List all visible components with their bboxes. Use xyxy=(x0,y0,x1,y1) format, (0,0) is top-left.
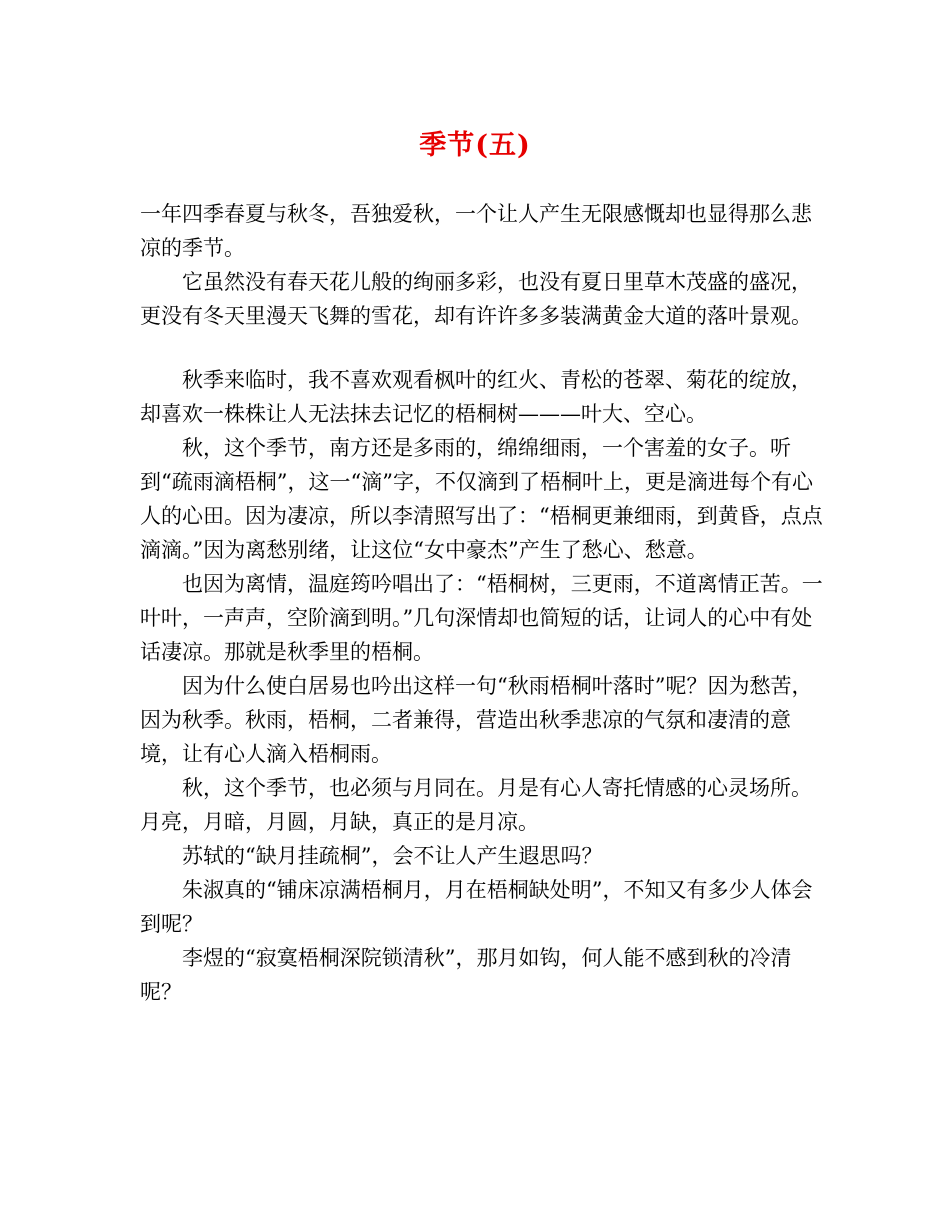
document-title: 季节(五) xyxy=(419,130,531,161)
paragraph-10: 李煜的“寂寞梧桐深院锁清秋”，那月如钩，何人能不感到秋的冷清呢？ xyxy=(140,946,792,1004)
paragraph-5: 也因为离情，温庭筠吟唱出了：“梧桐树，三更雨，不道离情正苦。一叶叶，一声声，空阶滴到明。”几句深情却也简短的话，让词人的心中有处话凄凉。那就是秋季里的梧桐。 xyxy=(140,572,823,664)
paragraph-6: 因为什么使白居易也吟出这样一句“秋雨梧桐叶落时”呢？因为愁苦，因为秋季。秋雨，梧桐，二者兼得，营造出秋季悲凉的气氛和凄清的意境，让有心人滴入梧桐雨。 xyxy=(140,674,813,766)
paragraph-3: 秋季来临时，我不喜欢观看枫叶的红火、青松的苍翠、菊花的绽放，却喜欢一株株让人无法抹去记忆的梧桐树———叶大、空心。 xyxy=(140,368,812,426)
paragraph-8: 苏轼的“缺月挂疏桐”，会不让人产生遐思吗？ xyxy=(182,844,603,868)
paragraph-4: 秋，这个季节，南方还是多雨的，绵绵细雨，一个害羞的女子。听到“疏雨滴梧桐”，这一“滴”字，不仅滴到了梧桐叶上，更是滴进每个有心人的心田。因为凄凉，所以李清照写出了：“梧桐更兼细雨，到黄昏，点点滴滴。”因为离愁别绪，让这位“女中豪杰”产生了愁心、愁意。 xyxy=(140,436,823,562)
paragraph-1: 一年四季春夏与秋冬，吾独爱秋，一个让人产生无限感慨却也显得那么悲凉的季节。 xyxy=(140,202,812,260)
paragraph-2: 它虽然没有春天花儿般的绚丽多彩，也没有夏日里草木茂盛的盛况，更没有冬天里漫天飞舞的雪花，却有许许多多装满黄金大道的落叶景观。 xyxy=(140,270,812,328)
paragraph-7: 秋，这个季节，也必须与月同在。月是有心人寄托情感的心灵场所。月亮，月暗，月圆，月缺，真正的是月凉。 xyxy=(140,776,812,834)
document-body xyxy=(140,197,830,1009)
paragraph-9: 朱淑真的“铺床凉满梧桐月，月在梧桐缺处明”，不知又有多少人体会到呢？ xyxy=(140,878,813,936)
